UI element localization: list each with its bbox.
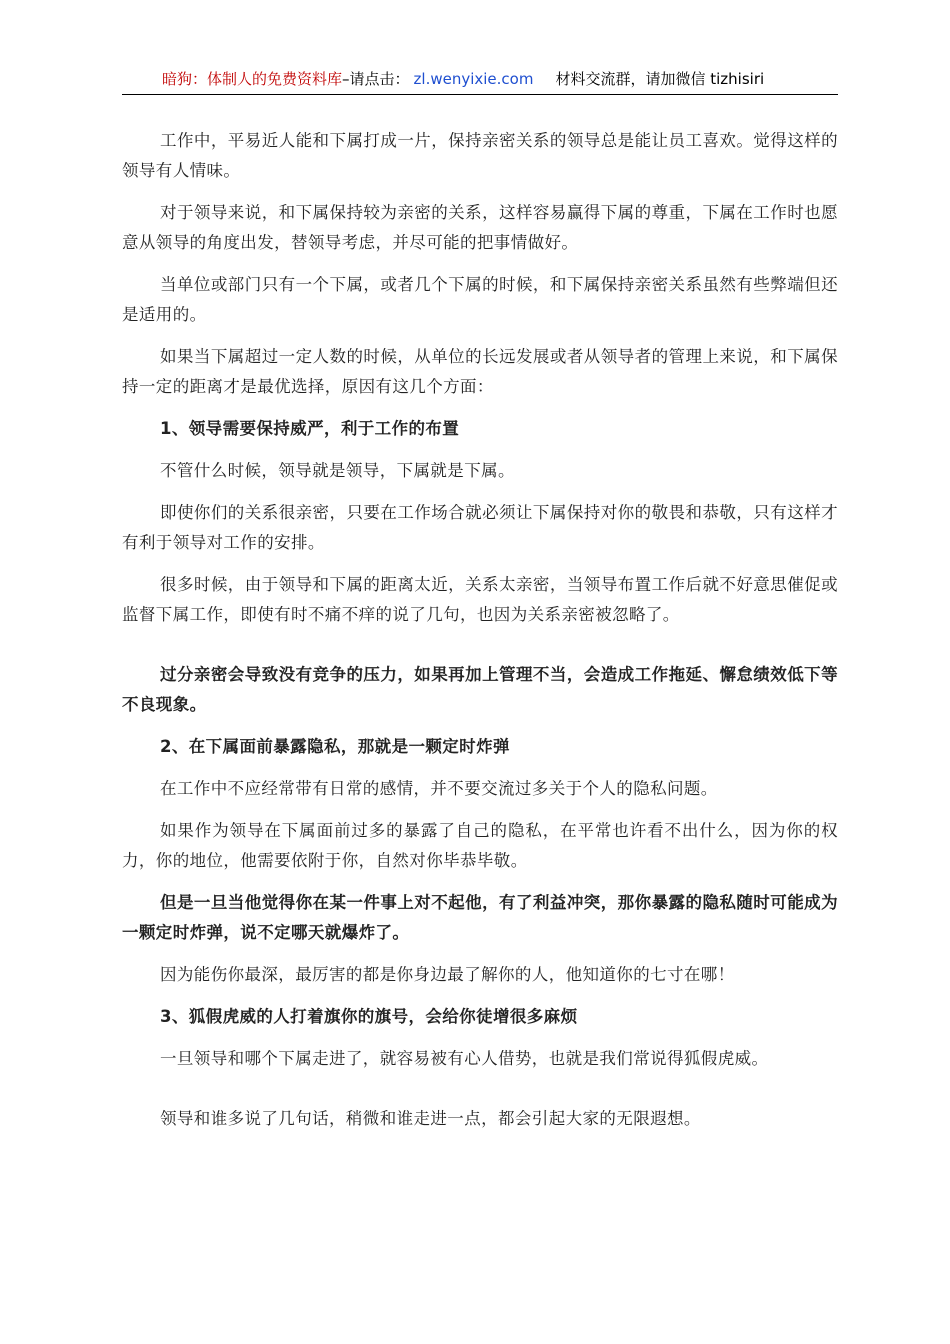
header-brand: 暗狗：体制人的免费资料库 [162,70,343,88]
document-body [122,126,838,1146]
paragraph: 如果作为领导在下属面前过多的暴露了自己的隐私，在平常也许看不出什么，因为你的权力，你的地位，他需要依附于你，自然对你毕恭毕敬。 [122,821,838,870]
emphasis-paragraph: 但是一旦当他觉得你在某一件事上对不起他，有了利益冲突，那你暴露的隐私随时可能成为一颗定时炸弹，说不定哪天就爆炸了。 [122,893,838,942]
paragraph: 因为能伤你最深，最厉害的都是你身边最了解你的人，他知道你的七寸在哪！ [160,965,735,984]
paragraph: 一旦领导和哪个下属走进了，就容易被有心人借势，也就是我们常说得狐假虎威。 [160,1049,769,1068]
paragraph: 即使你们的关系很亲密，只要在工作场合就必须让下属保持对你的敬畏和恭敬，只有这样才有利于领导对工作的安排。 [122,503,838,552]
header-prompt: –请点击： [342,70,410,88]
paragraph: 很多时候，由于领导和下属的距离太近，关系太亲密，当领导布置工作后就不好意思催促或监督下属工作，即使有时不痛不痒的说了几句，也因为关系亲密被忽略了。 [122,575,838,624]
paragraph: 在工作中不应经常带有日常的感情，并不要交流过多关于个人的隐私问题。 [160,779,718,798]
paragraph: 如果当下属超过一定人数的时候，从单位的长远发展或者从领导者的管理上来说，和下属保持一定的距离才是最优选择，原因有这几个方面： [122,347,838,396]
paragraph: 工作中，平易近人能和下属打成一片，保持亲密关系的领导总是能让员工喜欢。觉得这样的领导有人情味。 [122,131,838,180]
paragraph: 当单位或部门只有一个下属，或者几个下属的时候，和下属保持亲密关系虽然有些弊端但还是适用的。 [122,275,838,324]
section-heading-2: 2、在下属面前暴露隐私，那就是一颗定时炸弹 [160,737,510,756]
header-group-note: 材料交流群，请加微信 tizhisiri [555,70,765,88]
emphasis-paragraph: 过分亲密会导致没有竞争的压力，如果再加上管理不当，会造成工作拖延、懈怠绩效低下等不良现象。 [122,665,838,714]
header-link[interactable]: zl.wenyixie.com [413,70,534,88]
paragraph: 领导和谁多说了几句话，稍微和谁走进一点，都会引起大家的无限遐想。 [160,1109,701,1128]
header-line [162,70,764,88]
section-heading-1: 1、领导需要保持威严，利于工作的布置 [160,419,460,438]
paragraph: 对于领导来说，和下属保持较为亲密的关系，这样容易赢得下属的尊重，下属在工作时也愿意从领导的角度出发，替领导考虑，并尽可能的把事情做好。 [122,203,838,252]
page-header [122,70,838,95]
section-heading-3: 3、狐假虎威的人打着旗你的旗号，会给你徒增很多麻烦 [160,1007,578,1026]
paragraph: 不管什么时候，领导就是领导，下属就是下属。 [160,461,515,480]
